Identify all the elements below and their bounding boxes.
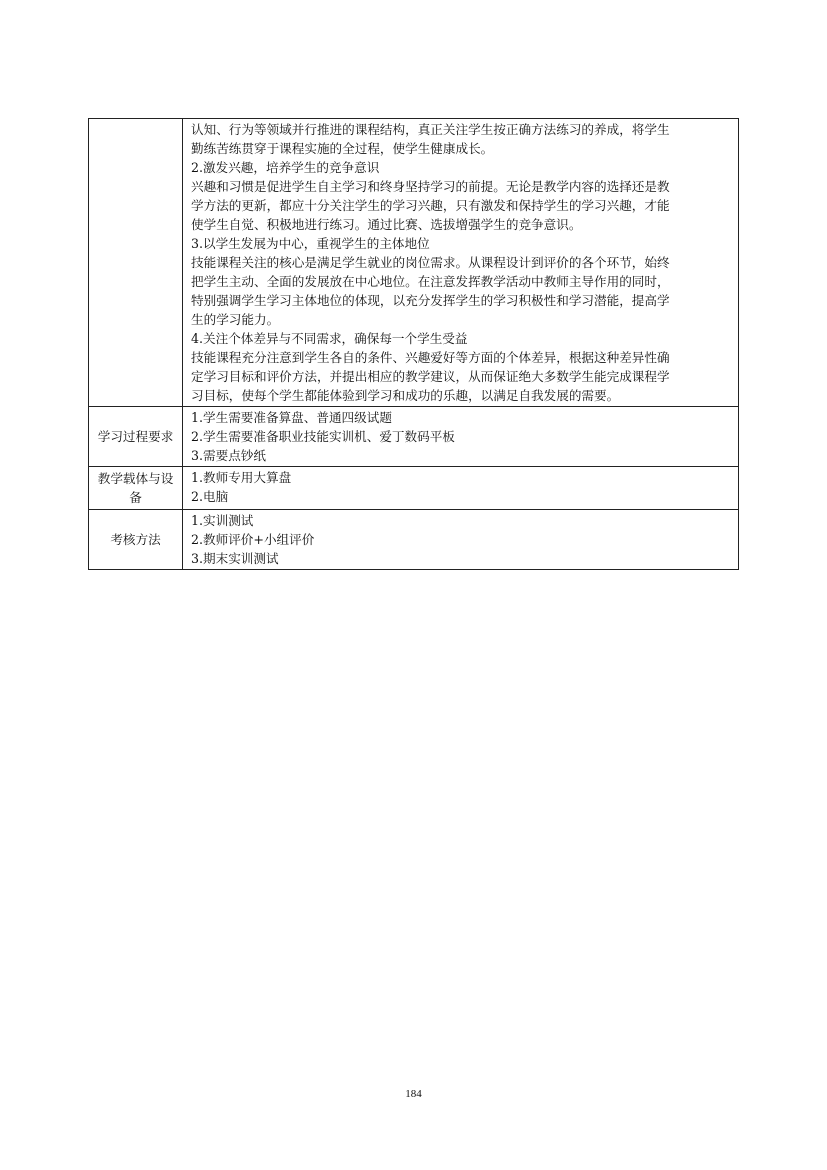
text-line: 使学生自觉、积极地进行练习。通过比赛、选拔增强学生的竞争意识。 <box>191 217 582 232</box>
section-heading: 3.以学生发展为中心，重视学生的主体地位 <box>191 236 430 251</box>
list-item: 1.教师专用大算盘 <box>191 470 292 485</box>
row-label-assessment-method: 考核方法 <box>89 510 183 570</box>
row-label-teaching-equipment: 教学载体与设备 <box>89 467 183 510</box>
teaching-equipment-cell <box>183 467 739 510</box>
table-row <box>89 119 739 407</box>
learning-requirements-cell <box>183 407 739 467</box>
text-line: 学方法的更新，都应十分关注学生的学习兴趣，只有激发和保持学生的学习兴趣，才能 <box>191 198 670 213</box>
text-line: 兴趣和习惯是促进学生自主学习和终身坚持学习的前提。无论是教学内容的选择还是教 <box>191 179 670 194</box>
text-line: 把学生主动、全面的发展放在中心地位。在注意发挥教学活动中教师主导作用的同时， <box>191 274 670 289</box>
list-item: 1.实训测试 <box>191 513 254 528</box>
text-line: 习目标，使每个学生都能体验到学习和成功的乐趣，以满足自我发展的需要。 <box>191 388 620 403</box>
text-line: 技能课程关注的核心是满足学生就业的岗位需求。从课程设计到评价的各个环节，始终 <box>191 255 670 270</box>
table-row <box>89 467 739 510</box>
list-item: 3.需要点钞纸 <box>191 448 266 463</box>
page-number: 184 <box>405 1088 422 1100</box>
text-line: 认知、行为等领域并行推进的课程结构，真正关注学生按正确方法练习的养成，将学生 <box>191 122 670 137</box>
teaching-principles-cell <box>183 119 739 407</box>
row-label <box>89 119 183 407</box>
text-line: 勤练苦练贯穿于课程实施的全过程，使学生健康成长。 <box>191 141 494 156</box>
text-line: 定学习目标和评价方法，并提出相应的教学建议，从而保证绝大多数学生能完成课程学 <box>191 369 670 384</box>
course-table <box>88 118 739 570</box>
assessment-method-cell <box>183 510 739 570</box>
text-line: 特别强调学生学习主体地位的体现，以充分发挥学生的学习积极性和学习潜能，提高学 <box>191 293 670 308</box>
list-item: 2.教师评价+小组评价 <box>191 532 315 547</box>
list-item: 2.电脑 <box>191 489 229 504</box>
list-item: 3.期末实训测试 <box>191 551 279 566</box>
section-heading: 4.关注个体差异与不同需求，确保每一个学生受益 <box>191 331 468 346</box>
text-line: 生的学习能力。 <box>191 312 280 327</box>
table-row <box>89 407 739 467</box>
section-heading: 2.激发兴趣，培养学生的竞争意识 <box>191 160 380 175</box>
list-item: 2.学生需要准备职业技能实训机、爱丁数码平板 <box>191 429 455 444</box>
row-label-learning-requirements: 学习过程要求 <box>89 407 183 467</box>
table-row <box>89 510 739 570</box>
list-item: 1.学生需要准备算盘、普通四级试题 <box>191 410 392 425</box>
text-line: 技能课程充分注意到学生各自的条件、兴趣爱好等方面的个体差异，根据这种差异性确 <box>191 350 670 365</box>
